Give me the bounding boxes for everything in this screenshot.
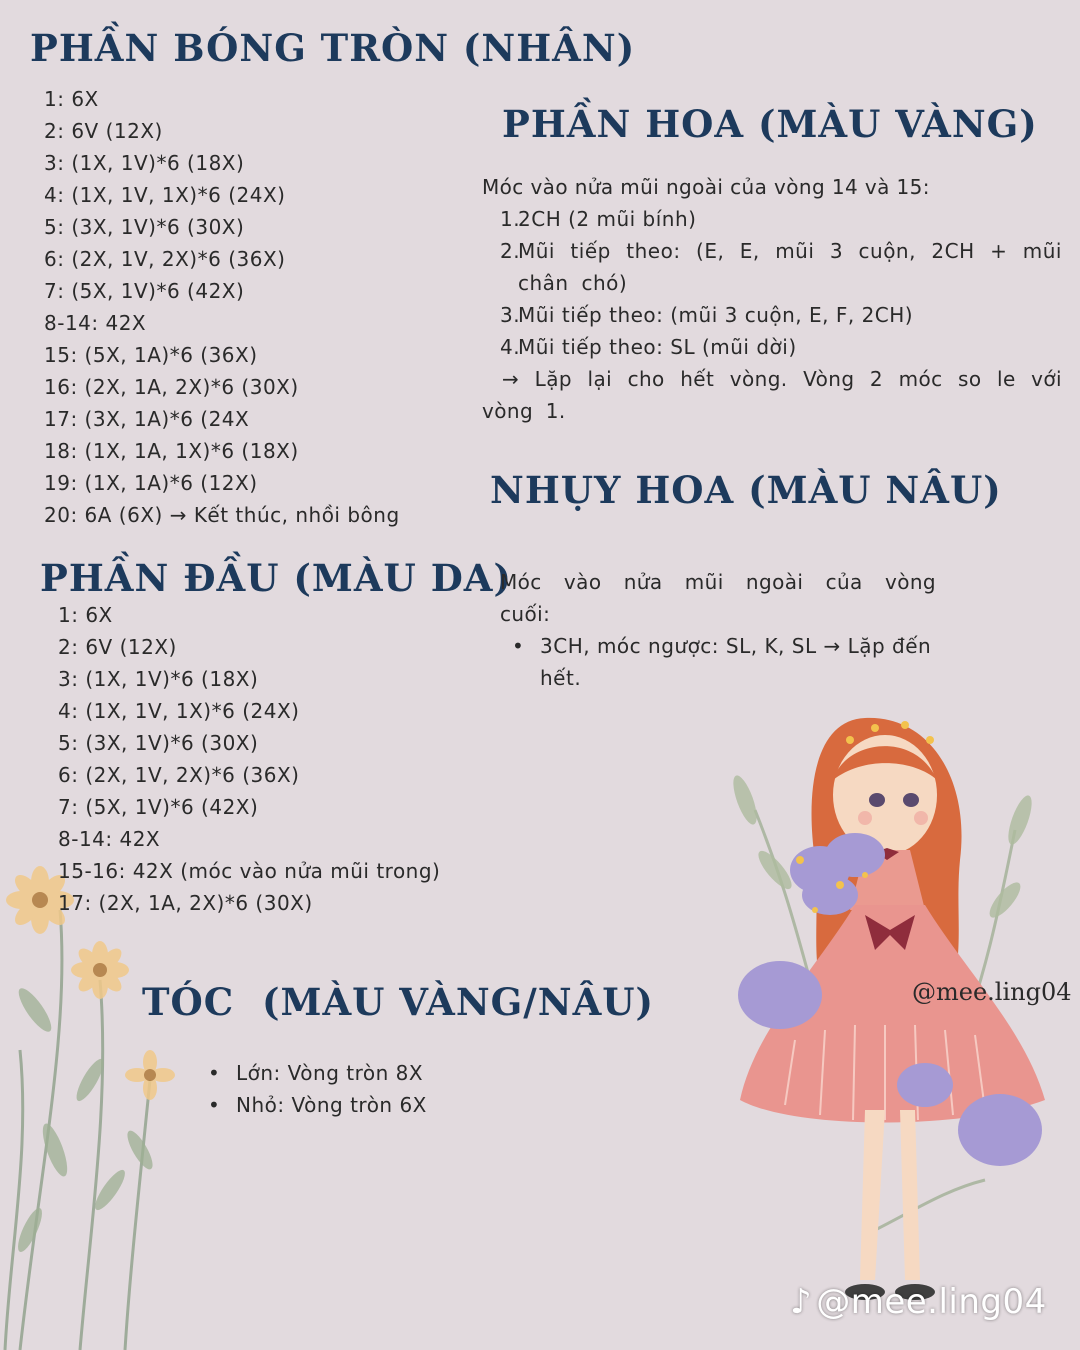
list-item: 4: (1X, 1V, 1X)*6 (24X) bbox=[44, 183, 286, 207]
list-item: 6: (2X, 1V, 2X)*6 (36X) bbox=[58, 763, 300, 787]
list-item bbox=[480, 331, 1062, 363]
list-item: • Nhỏ: Vòng tròn 6X bbox=[196, 1089, 427, 1121]
list-item: • 3CH, móc ngược: SL, K, SL → Lặp đến hết. bbox=[500, 630, 936, 694]
list-item: 20: 6A (6X) → Kết thúc, nhồi bông bbox=[44, 503, 400, 527]
list-item: 17: (3X, 1A)*6 (24X bbox=[44, 407, 250, 431]
step-text: Mũi tiếp theo: (mũi 3 cuộn, E, F, 2CH) bbox=[518, 303, 914, 327]
list-item bbox=[480, 235, 1062, 299]
list-item: 7: (5X, 1V)*6 (42X) bbox=[58, 795, 259, 819]
list-item: 3: (1X, 1V)*6 (18X) bbox=[58, 667, 259, 691]
list-item: 4: (1X, 1V, 1X)*6 (24X) bbox=[58, 699, 300, 723]
section-ball-title: PHẦN BÓNG TRÒN (NHÂN) bbox=[30, 26, 636, 70]
list-item: 2: 6V (12X) bbox=[58, 635, 177, 659]
list-item: 1: 6X bbox=[44, 87, 99, 111]
section-hair-list bbox=[196, 1057, 427, 1121]
section-head-title: PHẦN ĐẦU (MÀU DA) bbox=[40, 556, 513, 600]
step-number: 4. bbox=[500, 335, 521, 359]
list-item: 8-14: 42X bbox=[58, 827, 161, 851]
girl-with-flowers-illustration bbox=[715, 710, 1075, 1350]
section-flower-title: PHẦN HOA (MÀU VÀNG) bbox=[502, 102, 1038, 146]
step-number: 2. bbox=[500, 239, 521, 263]
list-item bbox=[480, 203, 1062, 235]
section-hair-title: TÓC (MÀU VÀNG/NÂU) bbox=[142, 980, 655, 1024]
list-item: 8-14: 42X bbox=[44, 311, 147, 335]
list-item: • Lớn: Vòng tròn 8X bbox=[196, 1057, 427, 1089]
section-flower-note: → Lặp lại cho hết vòng. Vòng 2 móc so le với vòng 1. bbox=[482, 367, 1062, 423]
list-item: 19: (1X, 1A)*6 (12X) bbox=[44, 471, 258, 495]
tiktok-watermark bbox=[790, 1282, 1047, 1322]
tiktok-icon: ♪ bbox=[790, 1282, 813, 1322]
credit-handle: @mee.ling04 bbox=[912, 978, 1072, 1006]
section-ball-rows bbox=[44, 83, 400, 531]
step-text: Mũi tiếp theo: (E, E, mũi 3 cuộn, 2CH + mũi chân chó) bbox=[518, 239, 1062, 295]
section-flower-steps bbox=[480, 203, 1062, 363]
list-item: 7: (5X, 1V)*6 (42X) bbox=[44, 279, 245, 303]
step-number: 3. bbox=[500, 303, 521, 327]
section-pistil-title: NHỤY HOA (MÀU NÂU) bbox=[490, 468, 1002, 512]
step-text: Mũi tiếp theo: SL (mũi dời) bbox=[518, 335, 797, 359]
section-head-rows bbox=[58, 599, 440, 919]
list-item: 17: (2X, 1A, 2X)*6 (30X) bbox=[58, 891, 313, 915]
list-item: 3: (1X, 1V)*6 (18X) bbox=[44, 151, 245, 175]
section-flower-intro: Móc vào nửa mũi ngoài của vòng 14 và 15: bbox=[482, 175, 930, 199]
step-number: 1. bbox=[500, 207, 521, 231]
tiktok-handle: @mee.ling04 bbox=[816, 1282, 1047, 1322]
list-item: 18: (1X, 1A, 1X)*6 (18X) bbox=[44, 439, 299, 463]
list-item bbox=[480, 299, 1062, 331]
list-item: 16: (2X, 1A, 2X)*6 (30X) bbox=[44, 375, 299, 399]
list-item: 6: (2X, 1V, 2X)*6 (36X) bbox=[44, 247, 286, 271]
section-pistil-intro: Móc vào nửa mũi ngoài của vòng cuối: bbox=[500, 570, 936, 626]
list-item: 5: (3X, 1V)*6 (30X) bbox=[58, 731, 259, 755]
list-item: 1: 6X bbox=[58, 603, 113, 627]
list-item: 5: (3X, 1V)*6 (30X) bbox=[44, 215, 245, 239]
list-item: 2: 6V (12X) bbox=[44, 119, 163, 143]
list-item: 15-16: 42X (móc vào nửa mũi trong) bbox=[58, 859, 441, 883]
section-pistil-list bbox=[500, 630, 936, 694]
flower-stems-illustration bbox=[0, 850, 200, 1350]
step-text: 2CH (2 mũi bính) bbox=[518, 207, 697, 231]
list-item: 15: (5X, 1A)*6 (36X) bbox=[44, 343, 258, 367]
